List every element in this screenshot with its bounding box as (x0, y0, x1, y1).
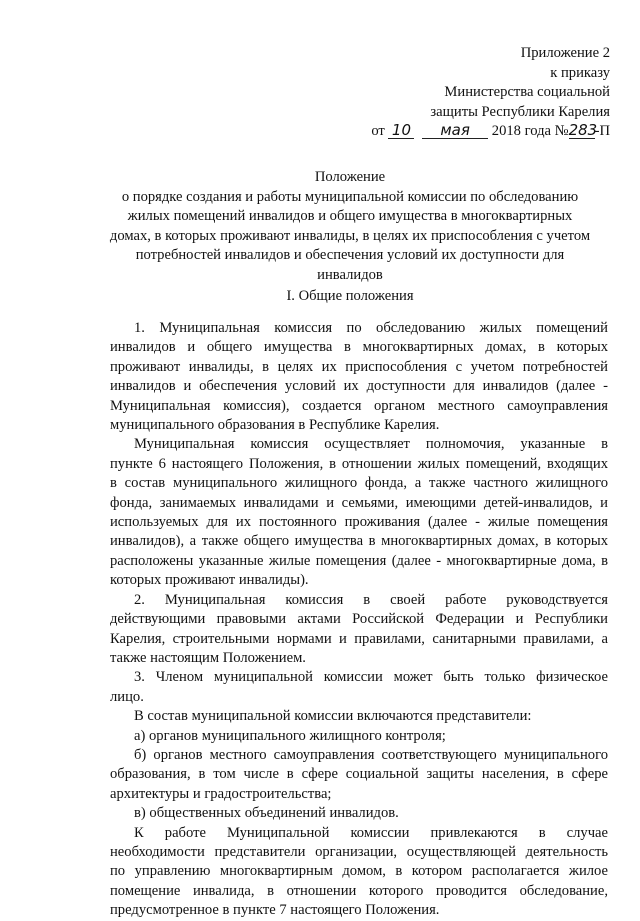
header-line: защиты Республики Карелия (430, 103, 610, 120)
text-line: предусмотренное в пункте 7 настоящего Положения. (110, 902, 440, 919)
paragraph-8 (110, 804, 608, 823)
section-heading: I. Общие положения (286, 288, 414, 304)
date-year-text: 2018 года № (491, 123, 569, 139)
text-line: муниципального образования в Республике Карелия. (110, 417, 440, 434)
text-line: В состав муниципальной комиссии включаются представители: (134, 708, 532, 725)
text-line: используемых для их постоянного проживания (далее - жилые помещения (110, 514, 608, 531)
text-line: действующими правовыми актами Российской Федерации и Республики (110, 611, 608, 628)
header-line: к приказу (550, 64, 610, 81)
title-line: Положение (314, 169, 386, 185)
text-line: пункте 6 настоящего Положения, в отношении жилых помещений, входящих (110, 455, 608, 472)
text-line: архитектуры и градостроительства; (110, 785, 332, 802)
paragraph-9 (110, 824, 608, 921)
text-line: проживают инвалиды, в целях их приспособления с учетом потребностей (110, 358, 608, 375)
paragraph-5 (110, 707, 608, 726)
text-line: Муниципальная комиссия осуществляет полномочия, указанные в (134, 436, 608, 453)
paragraph-6 (110, 727, 608, 746)
document-title (80, 168, 620, 285)
text-line: инвалидов), а также общего имущества в многоквартирных домах, в которых (110, 533, 608, 550)
text-line: лицо. (110, 688, 144, 705)
text-line: К работе Муниципальной комиссии привлекаются в случае (134, 824, 608, 841)
header-line: Приложение 2 (520, 45, 610, 61)
date-prefix: от (371, 123, 385, 139)
text-line: необходимости представители организации, осуществляющей деятельность (110, 843, 608, 860)
title-line: потребностей инвалидов и обеспечения условий их доступности для (135, 247, 565, 263)
paragraph-3 (110, 591, 608, 669)
text-line: инвалидов и обеспечения условий их доступности для инвалидов (далее - (110, 378, 608, 395)
handwritten-month: мая (422, 123, 488, 139)
title-line: домах, в которых проживают инвалиды, в целях их приспособления с учетом (109, 227, 591, 244)
document-body (110, 319, 608, 921)
text-line: Муниципальная комиссия), создается органом местного самоуправления (110, 397, 608, 414)
handwritten-order-number: 283 (568, 121, 598, 139)
text-line: расположены указанные жилые помещения (далее - многоквартирные дома, в (110, 552, 608, 569)
text-line: инвалидов и общего имущества в многоквартирных домах, в которых (110, 339, 608, 356)
paragraph-7 (110, 746, 608, 804)
title-line: жилых помещений инвалидов и общего имущества в многоквартирных (127, 208, 573, 224)
text-line: по управлению многоквартирным домом, в котором располагается жилое (110, 863, 608, 880)
title-line: инвалидов (317, 266, 383, 283)
order-suffix: -П (594, 123, 610, 139)
text-line: 2. Муниципальная комиссия в своей работе руководствуется (134, 591, 608, 608)
text-line: в состав муниципального жилищного фонда, а также частного жилищного (110, 475, 608, 492)
text-line: Карелия, строительными нормами и правилами, санитарными правилами, а (110, 630, 608, 647)
text-line: которых проживают инвалиды). (110, 572, 309, 589)
text-line: 1. Муниципальная комиссия по обследованию жилых помещений (134, 320, 608, 336)
text-line: образования, в том числе в сфере социальной защиты населения, в сфере (110, 766, 608, 783)
header-line: Министерства социальной (444, 84, 610, 100)
paragraph-1 (110, 319, 608, 435)
paragraph-4 (110, 668, 608, 707)
appendix-header (350, 44, 610, 142)
text-line: 3. Членом муниципальной комиссии может быть только физическое (134, 669, 608, 686)
text-line: а) органов муниципального жилищного контроля; (134, 727, 446, 744)
title-line: о порядке создания и работы муниципальной комиссии по обследованию (121, 188, 579, 205)
text-line: фонда, занимаемых инвалидами и семьями, имеющими детей-инвалидов, и (110, 494, 608, 511)
order-date-line (350, 122, 610, 142)
paragraph-2 (110, 435, 608, 590)
text-line: также настоящим Положением. (110, 649, 306, 666)
text-line: в) общественных объединений инвалидов. (134, 805, 399, 822)
text-line: помещение инвалида, в отношении которого проводится обследование, (110, 882, 608, 899)
text-line: б) органов местного самоуправления соответствующего муниципального (134, 746, 608, 763)
handwritten-day: 10 (388, 123, 414, 139)
